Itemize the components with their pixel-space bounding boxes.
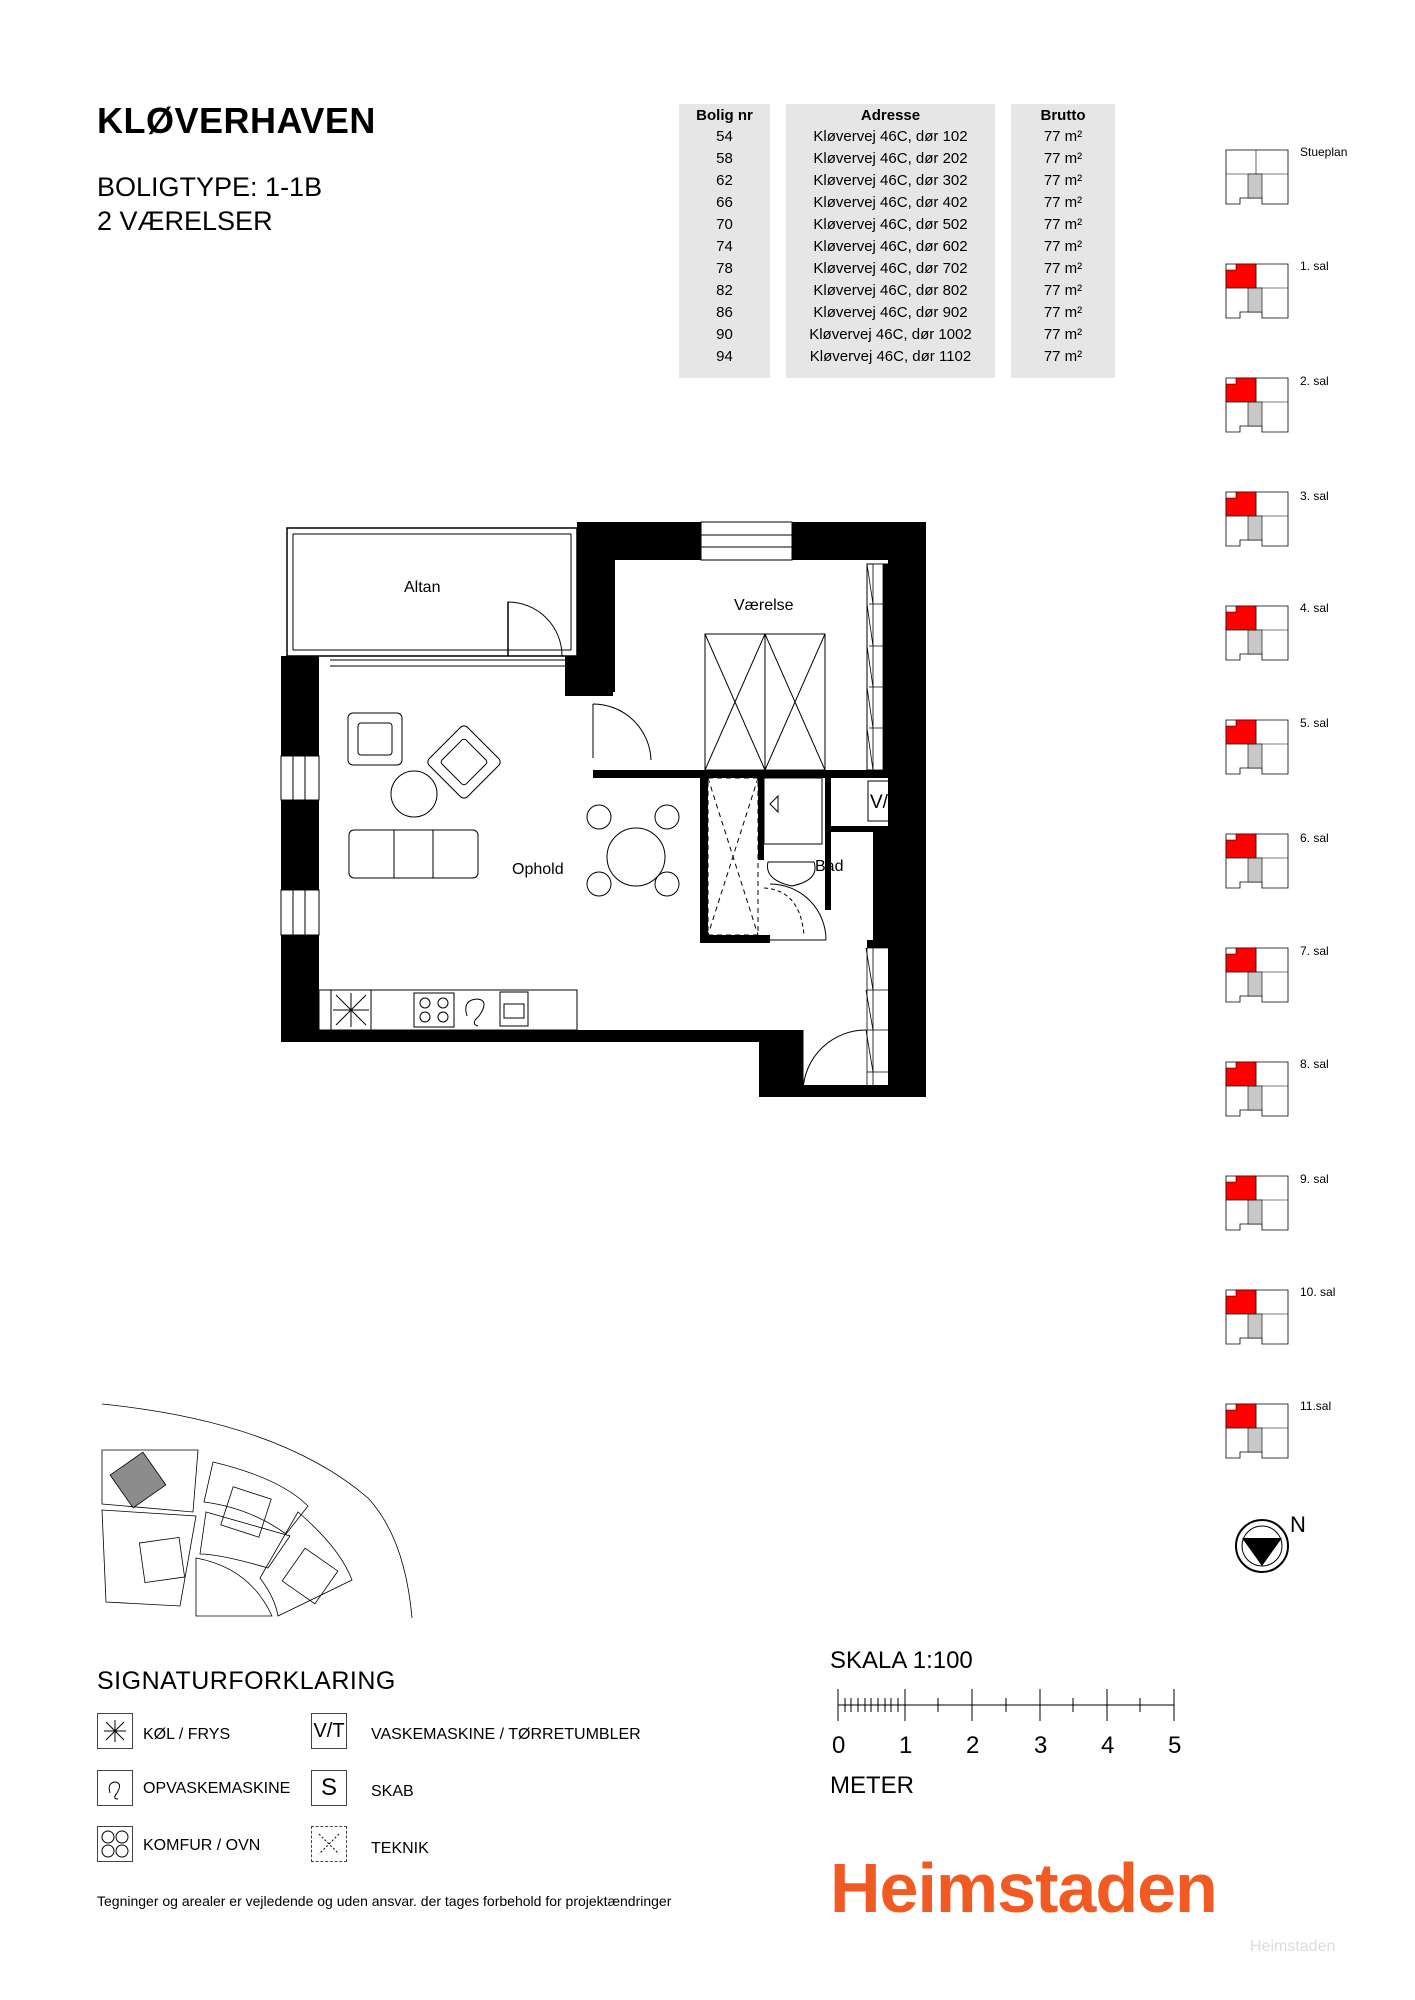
floor-key-core — [1248, 630, 1262, 654]
table-cell: 78 — [716, 260, 733, 277]
table-cell: Kløvervej 46C, dør 1102 — [809, 348, 972, 365]
table-cell: 77 m² — [1043, 128, 1083, 145]
legend-label: TEKNIK — [371, 1840, 429, 1857]
cabinet-symbol: S — [893, 575, 910, 602]
table-cell: 94 — [716, 348, 733, 365]
floor-key-unit-highlight — [1226, 1290, 1256, 1314]
floor-key-label: 3. sal — [1300, 489, 1329, 503]
table-cell: 58 — [716, 150, 733, 167]
floor-key-core — [1248, 174, 1262, 198]
brand-logo: Heimstaden — [830, 1849, 1217, 1927]
table-cell: Kløvervej 46C, dør 102 — [813, 128, 968, 145]
table-cell: 86 — [716, 304, 733, 321]
floor-key-6 — [1222, 830, 1292, 892]
floor-key-1 — [1222, 260, 1292, 322]
fridge-freezer-icon — [97, 1713, 133, 1749]
boligtype-label: BOLIGTYPE: 1-1B — [97, 172, 323, 202]
balcony — [287, 528, 577, 666]
floor-key-unit-highlight — [1226, 834, 1256, 858]
table-cell: 62 — [716, 172, 733, 189]
floor-key-core — [1248, 516, 1262, 540]
floor-key-label: 4. sal — [1300, 601, 1329, 615]
dishwasher-icon — [97, 1770, 133, 1806]
cabinet-symbol: S — [893, 1039, 910, 1066]
table-cell: 90 — [716, 326, 733, 343]
floor-key-label: 5. sal — [1300, 716, 1329, 730]
floor-key-label: 6. sal — [1300, 831, 1329, 845]
legend-label: SKAB — [371, 1783, 414, 1800]
table-cell: Kløvervej 46C, dør 1002 — [809, 326, 972, 343]
table-cell: 77 m² — [1043, 282, 1083, 299]
cabinet-symbol: S — [893, 957, 910, 984]
building-highlight — [110, 1452, 166, 1508]
table-header-adresse: Adresse — [860, 107, 921, 124]
floor-key-unit-highlight — [1226, 1404, 1256, 1428]
floor-key-core — [1248, 402, 1262, 426]
room-label-vaerelse: Værelse — [734, 597, 794, 614]
scale-tick-label: 0 — [832, 1732, 846, 1759]
shower — [708, 778, 758, 935]
technical-icon — [311, 1826, 347, 1862]
scale-tick-label: 2 — [966, 1732, 980, 1759]
floor-key-label: 8. sal — [1300, 1057, 1329, 1071]
closet-group-hall — [866, 948, 909, 1085]
watermark: Heimstaden — [1250, 1938, 1336, 1955]
floor-key-4 — [1222, 602, 1292, 664]
project-title: KLØVERHAVEN — [97, 100, 376, 141]
table-cell: 82 — [716, 282, 733, 299]
table-column-adresse — [786, 104, 995, 378]
table-cell: 54 — [716, 128, 733, 145]
table-cell: Kløvervej 46C, dør 802 — [813, 282, 968, 299]
cabinet-icon: S — [311, 1770, 347, 1806]
floor-key-unit-highlight — [1226, 948, 1256, 972]
door-swing — [770, 884, 826, 940]
floor-key-10 — [1222, 1286, 1292, 1348]
floor-key-unit-highlight — [1226, 1176, 1256, 1200]
table-cell: Kløvervej 46C, dør 602 — [813, 238, 968, 255]
scale-tick-label: 5 — [1168, 1732, 1182, 1759]
floor-key-unit-highlight — [1226, 1062, 1256, 1086]
table-cell: Kløvervej 46C, dør 702 — [813, 260, 968, 277]
table-cell: Kløvervej 46C, dør 402 — [813, 194, 968, 211]
table-cell: 66 — [716, 194, 733, 211]
room-label-bad: Bad — [815, 858, 844, 875]
floor-key-label: 7. sal — [1300, 944, 1329, 958]
floor-key-label: 10. sal — [1300, 1285, 1336, 1299]
floor-key-9 — [1222, 1172, 1292, 1234]
floor-plan — [270, 510, 950, 1110]
floor-key-label: 2. sal — [1300, 374, 1329, 388]
floor-key-stueplan — [1222, 146, 1292, 208]
toilet — [764, 778, 822, 935]
cabinet-symbol: S — [893, 739, 910, 766]
disclaimer: Tegninger og arealer er vejledende og uden ansvar. der tages forbehold for projektændringer — [97, 1893, 672, 1909]
floor-key-core — [1248, 288, 1262, 312]
table-cell: 74 — [716, 238, 733, 255]
cabinet-symbol: S — [893, 657, 910, 684]
cabinet-symbol: S — [893, 616, 910, 643]
table-header-brutto: Brutto — [1040, 107, 1086, 124]
walls — [281, 522, 926, 1097]
stove-oven-icon — [97, 1826, 133, 1862]
closet-group — [867, 564, 909, 770]
table-column-brutto — [1011, 104, 1115, 378]
washer-dryer-symbol: V/T — [870, 792, 900, 813]
door-swing — [803, 1030, 866, 1090]
legend-label: VASKEMASKINE / TØRRETUMBLER — [371, 1726, 641, 1743]
floor-key-label: 1. sal — [1300, 259, 1329, 273]
door-swing — [508, 602, 562, 656]
floor-key-core — [1248, 1086, 1262, 1110]
table-cell: Kløvervej 46C, dør 302 — [813, 172, 968, 189]
north-arrow-icon — [1234, 1518, 1290, 1574]
room-label-altan: Altan — [404, 579, 441, 596]
cabinet-symbol: S — [893, 698, 910, 725]
floor-key-5 — [1222, 716, 1292, 778]
rooms-label: 2 VÆRELSER — [97, 206, 273, 236]
table-cell: 77 m² — [1043, 216, 1083, 233]
table-cell: 77 m² — [1043, 194, 1083, 211]
floor-key-3 — [1222, 488, 1292, 550]
legend-label: OPVASKEMASKINE — [143, 1780, 291, 1797]
scale-tick-label: 4 — [1101, 1732, 1115, 1759]
floor-key-unit-highlight — [1226, 720, 1256, 744]
floor-key-core — [1248, 744, 1262, 768]
floor-key-core — [1248, 858, 1262, 882]
floor-key-7 — [1222, 944, 1292, 1006]
table-cell: 77 m² — [1043, 304, 1083, 321]
scale-tick-label: 3 — [1034, 1732, 1048, 1759]
table-cell: Kløvervej 46C, dør 502 — [813, 216, 968, 233]
floor-key-8 — [1222, 1058, 1292, 1120]
floor-key-core — [1248, 1428, 1262, 1452]
floor-key-core — [1248, 1200, 1262, 1224]
table-header-bolig-nr: Bolig nr — [696, 107, 753, 124]
north-label: N — [1290, 1512, 1306, 1537]
room-label-ophold: Ophold — [512, 861, 564, 878]
floor-key-label: 11.sal — [1300, 1399, 1332, 1413]
floor-key-label: Stueplan — [1300, 145, 1348, 159]
floor-key-unit-highlight — [1226, 606, 1256, 630]
floor-key-2 — [1222, 374, 1292, 436]
table-cell: Kløvervej 46C, dør 902 — [813, 304, 968, 321]
floor-key-core — [1248, 972, 1262, 996]
site-plan — [100, 1398, 420, 1618]
floor-key-core — [1248, 1314, 1262, 1338]
legend-label: KØL / FRYS — [143, 1726, 231, 1743]
table-cell: 70 — [716, 216, 733, 233]
kitchen-counter — [319, 990, 577, 1030]
washer-dryer-icon: V/T — [311, 1713, 347, 1749]
floor-key-11 — [1222, 1400, 1292, 1462]
floor-key-unit-highlight — [1226, 378, 1256, 402]
scale-tick-label: 1 — [899, 1732, 913, 1759]
scale-unit: METER — [830, 1772, 914, 1799]
table-cell: 77 m² — [1043, 150, 1083, 167]
cabinet-symbol: S — [893, 998, 910, 1025]
floor-key-label: 9. sal — [1300, 1172, 1329, 1186]
table-cell: 77 m² — [1043, 172, 1083, 189]
floor-key-unit-highlight — [1226, 264, 1256, 288]
floor-key-unit-highlight — [1226, 492, 1256, 516]
legend-label: KOMFUR / OVN — [143, 1837, 261, 1854]
table-cell: 77 m² — [1043, 348, 1083, 365]
legend-title: SIGNATURFORKLARING — [97, 1667, 396, 1695]
scale-bar — [830, 1685, 1180, 1725]
table-cell: 77 m² — [1043, 326, 1083, 343]
bed — [705, 634, 825, 770]
scale-label: SKALA 1:100 — [830, 1647, 973, 1674]
table-cell: 77 m² — [1043, 238, 1083, 255]
table-cell: 77 m² — [1043, 260, 1083, 277]
door-swing — [593, 704, 651, 760]
table-column-bolig-nr — [679, 104, 770, 378]
table-cell: Kløvervej 46C, dør 202 — [813, 150, 968, 167]
